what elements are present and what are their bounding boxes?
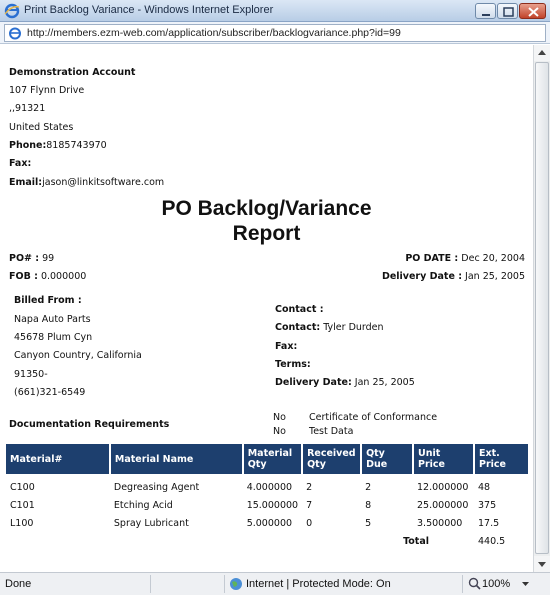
total-row: [6, 532, 528, 550]
contact-delivery-date: [275, 377, 415, 388]
maximize-button[interactable]: [497, 3, 518, 19]
unit-price-cell: 25.000000: [417, 499, 469, 511]
minimize-button[interactable]: [475, 3, 496, 19]
doc-req-name: Test Data: [309, 426, 354, 437]
phone-label: Phone:: [9, 140, 47, 151]
material-name-cell: Degreasing Agent: [113, 481, 200, 493]
billed-from-phone: (661)321-6549: [14, 387, 86, 398]
billed-from-name: Napa Auto Parts: [14, 314, 91, 325]
account-country: United States: [9, 122, 74, 133]
billed-from-city: Canyon Country, California: [14, 350, 142, 361]
security-zone[interactable]: Internet | Protected Mode: On: [246, 578, 391, 590]
status-separator: [150, 575, 151, 593]
page-icon: [8, 27, 22, 43]
chevron-down-icon[interactable]: [521, 579, 530, 591]
contact-person-value: Tyler Durden: [323, 322, 384, 333]
total-label: Total: [403, 535, 430, 547]
column-header-ext-price: Ext. Price: [474, 444, 528, 474]
column-header-material-name: Material Name: [110, 444, 243, 474]
account-email: [9, 177, 164, 188]
doc-req-name: Certificate of Conformance: [309, 412, 438, 423]
billed-from-zip: 91350-: [14, 369, 48, 380]
received-qty-cell: 0: [306, 517, 313, 529]
po-value: 99: [42, 253, 55, 264]
email-value: jason@linkitsoftware.com: [42, 177, 165, 188]
scroll-down-arrow[interactable]: [534, 556, 550, 572]
report-title-line1: PO Backlog/Variance: [161, 197, 372, 220]
zoom-level[interactable]: 100%: [482, 578, 511, 590]
material-qty-cell: 5.000000: [246, 517, 293, 529]
internet-explorer-icon: [4, 3, 20, 19]
table-row: [6, 496, 528, 514]
received-qty-cell: 2: [306, 481, 313, 493]
contact-fax-label: Fax:: [275, 341, 298, 352]
url-text: http://members.ezm-web.com/application/subscriber/backlogvariance.php?id=99: [27, 27, 401, 39]
fax-label: Fax:: [9, 158, 32, 169]
scroll-up-arrow[interactable]: [534, 45, 550, 61]
backlog-table: [6, 444, 528, 550]
unit-price-cell: 3.500000: [417, 517, 463, 529]
ext-price-cell: 17.5: [477, 517, 500, 529]
table-row: [6, 514, 528, 532]
account-phone: [9, 140, 107, 151]
column-header-received-qty: Received Qty: [302, 444, 361, 474]
delivery-date-label: Delivery Date :: [381, 271, 462, 282]
vertical-scrollbar[interactable]: [533, 45, 550, 572]
status-text: Done: [5, 578, 32, 590]
column-header-material-qty: Material Qty: [243, 444, 302, 474]
po-delivery-date: [382, 271, 525, 282]
column-header-unit-price: Unit Price: [413, 444, 474, 474]
material-qty-cell: 4.000000: [246, 481, 293, 493]
po-label: PO# :: [9, 253, 40, 264]
ext-price-cell: 48: [477, 481, 491, 493]
terms-label: Terms:: [275, 359, 311, 370]
column-header-material-number: Material#: [6, 444, 110, 474]
qty-due-cell: 2: [365, 481, 372, 493]
column-header-qty-due: Qty Due: [361, 444, 413, 474]
material-name-cell: Spray Lubricant: [113, 517, 189, 529]
po-date: [405, 253, 525, 264]
doc-req-flag: No: [273, 426, 286, 437]
material-number-cell: C100: [10, 481, 35, 493]
url-field[interactable]: [4, 24, 546, 42]
table-header-row: [6, 444, 528, 474]
contact-person: [275, 322, 384, 333]
account-name: Demonstration Account: [9, 67, 136, 78]
window-titlebar: [0, 0, 550, 22]
billed-from-street: 45678 Plum Cyn: [14, 332, 93, 343]
billed-from-label: Billed From :: [14, 295, 82, 306]
documentation-label: Documentation Requirements: [9, 419, 170, 430]
contact-delivery-value: Jan 25, 2005: [354, 377, 415, 388]
globe-icon: [229, 577, 243, 594]
material-name-cell: Etching Acid: [113, 499, 173, 511]
delivery-date-value: Jan 25, 2005: [465, 271, 525, 282]
window-title: Print Backlog Variance - Windows Internet Explorer: [24, 4, 274, 16]
material-number-cell: C101: [10, 499, 35, 511]
status-separator: [462, 575, 463, 593]
page-content: [0, 45, 533, 572]
status-bar: [0, 572, 550, 595]
contact-person-label: Contact:: [275, 322, 321, 333]
email-label: Email:: [9, 177, 43, 188]
qty-due-cell: 5: [365, 517, 372, 529]
account-city-zip: ,,91321: [9, 103, 46, 114]
phone-value: 8185743970: [46, 140, 107, 151]
total-value: 440.5: [477, 535, 506, 547]
fob-value: 0.000000: [40, 271, 87, 282]
zoom-icon: [468, 577, 481, 593]
po-date-label: PO DATE :: [405, 253, 459, 264]
received-qty-cell: 7: [306, 499, 313, 511]
status-separator: [224, 575, 225, 593]
close-button[interactable]: [519, 3, 546, 19]
material-number-cell: L100: [10, 517, 34, 529]
report-title-line2: Report: [232, 222, 301, 245]
ext-price-cell: 375: [477, 499, 497, 511]
table-row: [6, 478, 528, 496]
scrollbar-thumb[interactable]: [535, 62, 549, 554]
material-qty-cell: 15.000000: [246, 499, 299, 511]
contact-delivery-label: Delivery Date:: [275, 377, 352, 388]
po-fob: [9, 271, 86, 282]
unit-price-cell: 12.000000: [417, 481, 469, 493]
doc-req-flag: No: [273, 412, 286, 423]
account-street: 107 Flynn Drive: [9, 85, 85, 96]
address-bar: [0, 22, 550, 44]
fob-label: FOB :: [9, 271, 38, 282]
po-date-value: Dec 20, 2004: [461, 253, 525, 264]
po-number: [9, 253, 54, 264]
qty-due-cell: 8: [365, 499, 372, 511]
contact-label: Contact :: [275, 304, 324, 315]
